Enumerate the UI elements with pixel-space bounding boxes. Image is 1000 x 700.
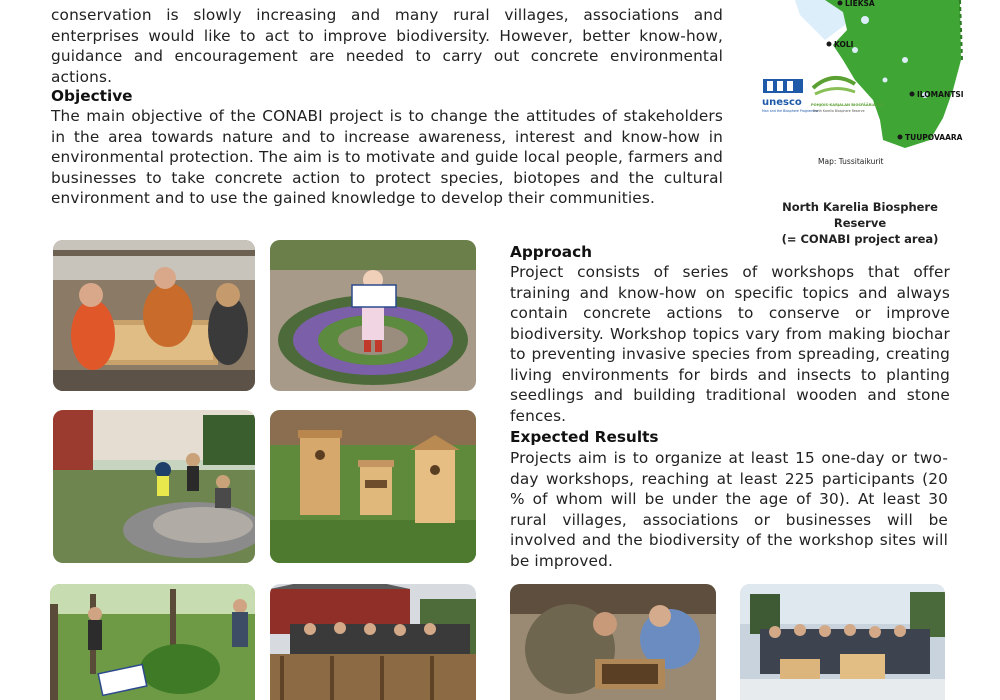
map-caption [757, 199, 963, 247]
map-caption-line1: North Karelia Biosphere Reserve [782, 200, 938, 230]
svg-text:North Karelia Biosphere Reserv: North Karelia Biosphere Reserve [813, 109, 865, 113]
photo-stone-fence [53, 410, 255, 563]
photo-group-bird-boxes [740, 584, 945, 700]
approach-paragraph: Project consists of series of workshops that offer training and know-how on specific topics and always contain concrete actions to conserve or improve biodiversity. Workshop topics vary from making biochar to preventing invasive species from spreading, creating living environments for birds and insects to planting seedlings and building traditional wooden and stone fences. [510, 263, 950, 425]
photo-child-flowers [270, 240, 476, 391]
intro-paragraph: conservation is slowly increasing and many rural villages, associations and enterprises would like to act to improve biodiversity. However, better know-how, guidance and encouragement are needed to carry out concrete environmental actions. [51, 6, 723, 86]
results-heading: Expected Results [510, 428, 659, 446]
photo-building-insect-hotel [510, 584, 716, 700]
place-label-lieksa: LIEKSA [845, 0, 875, 8]
results-paragraph: Projects aim is to organize at least 15 one-day or two-day workshops, reaching at least 225 participants (20 % of whom will be under the age of 30). At least 30 rural villages, associations or businesses will be involved and the biodiversity of the workshop sites will be improved. [510, 449, 948, 570]
svg-text:unesco: unesco [762, 97, 802, 108]
map-credit: Map: Tussitaikurit [818, 157, 884, 166]
biosphere-map [755, 0, 965, 185]
objective-heading: Objective [51, 87, 133, 105]
place-label-ilomantsi: ILOMANTSI [917, 90, 964, 99]
objective-paragraph: The main objective of the CONABI project is to change the attitudes of stakeholders in the area towards nature and to increase awareness, interest and know-how in environmental protection. The aim is to motivate and guide local people, farmers and businesses to take concrete action to protect species, biotopes and the cultural environment and to use the gained knowledge to develop their communities. [51, 107, 723, 207]
photo-workshop-biochar [53, 240, 255, 391]
svg-text:Man and the Biosphere Programm: Man and the Biosphere Programme [762, 109, 819, 113]
photo-planting-seedlings [50, 584, 255, 700]
place-label-tuupovaara: TUUPOVAARA [905, 133, 963, 142]
photo-wooden-fence-group [270, 584, 476, 700]
place-label-koli: KOLI [834, 40, 854, 49]
map-caption-line2: (= CONABI project area) [781, 232, 939, 246]
svg-text:POHJOIS-KARJALAN BIOSFÄÄRIALUE: POHJOIS-KARJALAN BIOSFÄÄRIALUE [811, 103, 884, 107]
photo-bird-boxes [270, 410, 476, 563]
approach-heading: Approach [510, 243, 593, 261]
